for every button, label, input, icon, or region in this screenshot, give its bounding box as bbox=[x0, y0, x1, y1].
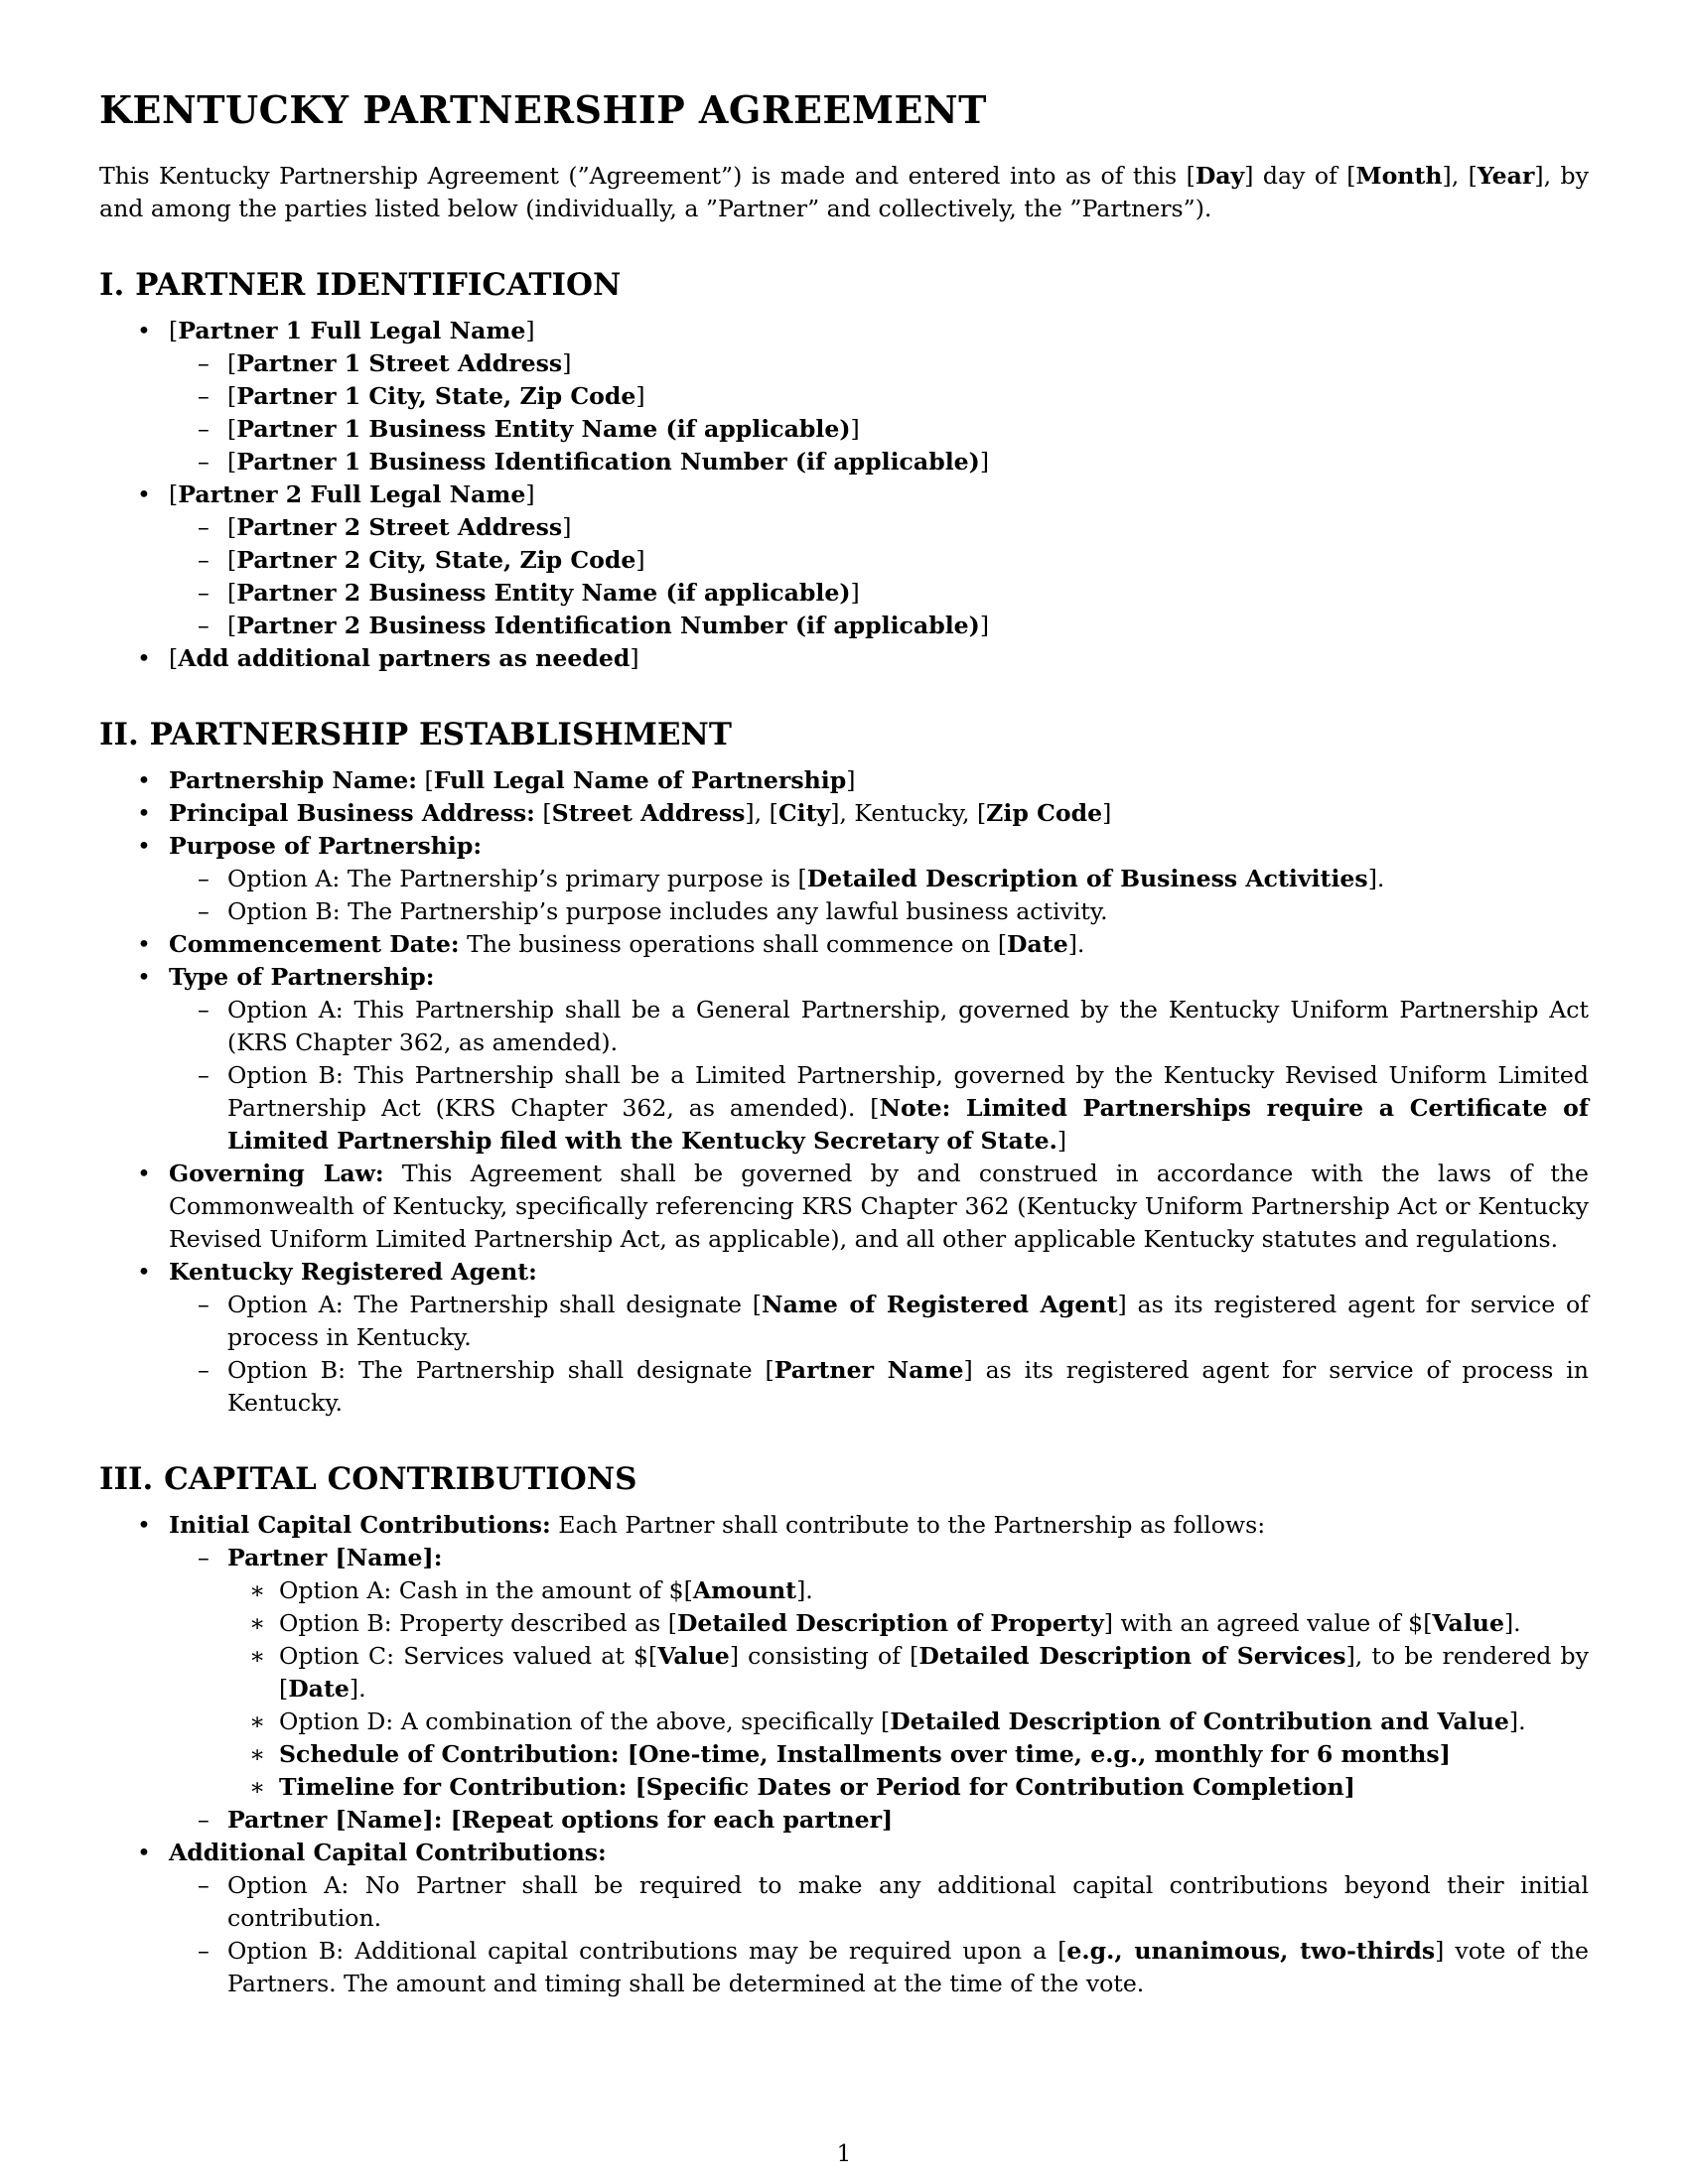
capital-list bbox=[99, 1509, 1589, 2000]
partner-list bbox=[99, 315, 1589, 675]
page-number: 1 bbox=[836, 2141, 852, 2167]
list-item: – Partner [Name]: ∗ Option A: Cash in the amount of $[Amount]. ∗ Option B: Property described as [Detailed Description of Property] with an agreed value of $[Value]. ∗ Option C: Services valued at $[Value] consisting of [Detailed Description of Services], to be rendered by [Date]. ∗ Option D: A combination of the above, specifically [Detailed Description of Contribution and Value]. ∗ Schedule of Contribution: [One-time, Installments over time, e.g., monthly for 6 months] ∗ Timeline for Contribution: [Specific Dates or Period for Contribution Completion] bbox=[99, 1542, 1589, 1804]
list-item: – Option B: The Partnership’s purpose includes any lawful business activity. bbox=[99, 895, 1589, 928]
intro-paragraph: This Kentucky Partnership Agreement (”Agreement”) is made and entered into as of this [Day] day of [Month], [Year], by and among the parties listed below (individually, a ”Partner” and collectively, the ”Partners”). bbox=[99, 162, 1589, 222]
list-item: • Governing Law: This Agreement shall be governed by and construed in accordance with the laws of the Commonwealth of Kentucky, specifically referencing KRS Chapter 362 (Kentucky Uniform Partnership Act or Kentucky Revised Uniform Limited Partnership Act, as applicable), and all other applicable Kentucky statutes and regulations. bbox=[99, 1158, 1589, 1256]
list-item: • Principal Business Address: [Street Address], [City], Kentucky, [Zip Code] bbox=[99, 797, 1589, 830]
list-item: – Option B: This Partnership shall be a Limited Partnership, governed by the Kentucky Revised Uniform Limited Partnership Act (KRS Chapter 362, as amended). [Note: Limited Partnerships require a Certificate of Limited Partnership filed with the Kentucky Secretary of State.] bbox=[99, 1059, 1589, 1158]
list-item: – Option A: No Partner shall be required to make any additional capital contributions beyond their initial contribution. bbox=[99, 1869, 1589, 1935]
list-item: – Option A: The Partnership’s primary purpose is [Detailed Description of Business Activities]. bbox=[99, 863, 1589, 895]
list-item: • Initial Capital Contributions: Each Partner shall contribute to the Partnership as follows: – Partner [Name]: ∗ Option A: Cash in the amount of $[Amount]. ∗ Option B: Property described as [Detailed Description of Property] with an agreed value of $[Value]. ∗ Option C: Services valued at $[Value] consisting of [Detailed Description of Services], to be rendered by [Date]. ∗ Option D: A combination of the above, specifically [Detailed Description of Contribution and Value]. ∗ Schedule of Contribution: [One-time, Installments over time, e.g., monthly for 6 months] ∗ Timeline for Contribution: [Specific Dates or Period for Contribution Completion] – Partner [Name]: [Repeat options for each partner] bbox=[99, 1509, 1589, 1837]
list-item: • [Partner 2 Full Legal Name] – [Partner 2 Street Address] – [Partner 2 City, State, Zip Code] – [Partner 2 Business Entity Name (if applicable)] – [Partner 2 Business Identification Number (if applicable)] bbox=[99, 478, 1589, 642]
list-item: ∗ Option C: Services valued at $[Value] consisting of [Detailed Description of Services], to be rendered by [Date]. bbox=[99, 1640, 1589, 1706]
section-heading: II. PARTNERSHIP ESTABLISHMENT bbox=[99, 717, 732, 752]
document-title: KENTUCKY PARTNERSHIP AGREEMENT bbox=[99, 87, 987, 132]
list-item: – [Partner 1 Street Address] bbox=[99, 347, 1589, 380]
list-item: • Purpose of Partnership: – Option A: The Partnership’s primary purpose is [Detailed Description of Business Activities]. – Option B: The Partnership’s purpose includes any lawful business activity. bbox=[99, 830, 1589, 928]
list-item: – [Partner 1 City, State, Zip Code] bbox=[99, 380, 1589, 413]
list-item: • Type of Partnership: – Option A: This Partnership shall be a General Partnership, governed by the Kentucky Uniform Partnership Act (KRS Chapter 362, as amended). – Option B: This Partnership shall be a Limited Partnership, governed by the Kentucky Revised Uniform Limited Partnership Act (KRS Chapter 362, as amended). [Note: Limited Partnerships require a Certificate of Limited Partnership filed with the Kentucky Secretary of State.] bbox=[99, 961, 1589, 1158]
section-heading: III. CAPITAL CONTRIBUTIONS bbox=[99, 1461, 637, 1497]
list-item: • Commencement Date: The business operations shall commence on [Date]. bbox=[99, 928, 1589, 961]
establishment-list bbox=[99, 764, 1589, 1420]
list-item: – Option A: The Partnership shall designate [Name of Registered Agent] as its registered agent for service of process in Kentucky. bbox=[99, 1289, 1589, 1354]
list-item: ∗ Option A: Cash in the amount of $[Amount]. bbox=[99, 1574, 1589, 1607]
list-item: ∗ Option B: Property described as [Detailed Description of Property] with an agreed value of $[Value]. bbox=[99, 1607, 1589, 1640]
list-item: • Partnership Name: [Full Legal Name of Partnership] bbox=[99, 764, 1589, 797]
section-heading: I. PARTNER IDENTIFICATION bbox=[99, 267, 622, 303]
list-item: – Option A: This Partnership shall be a General Partnership, governed by the Kentucky Uniform Partnership Act (KRS Chapter 362, as amended). bbox=[99, 994, 1589, 1059]
list-item: • Additional Capital Contributions: – Option A: No Partner shall be required to make any additional capital contributions beyond their initial contribution. – Option B: Additional capital contributions may be required upon a [e.g., unanimous, two-thirds] vote of the Partners. The amount and timing shall be determined at the time of the vote. bbox=[99, 1837, 1589, 2000]
list-item: – [Partner 2 City, State, Zip Code] bbox=[99, 544, 1589, 577]
list-item: • [Add additional partners as needed] bbox=[99, 642, 1589, 675]
list-item: – Option B: Additional capital contributions may be required upon a [e.g., unanimous, two-thirds] vote of the Partners. The amount and timing shall be determined at the time of the vote. bbox=[99, 1935, 1589, 2000]
list-item: • Kentucky Registered Agent: – Option A: The Partnership shall designate [Name of Registered Agent] as its registered agent for service of process in Kentucky. – Option B: The Partnership shall designate [Partner Name] as its registered agent for service of process in Kentucky. bbox=[99, 1256, 1589, 1420]
document-page bbox=[99, 87, 1589, 2000]
list-item: – Partner [Name]: [Repeat options for each partner] bbox=[99, 1804, 1589, 1837]
list-item: ∗ Timeline for Contribution: [Specific Dates or Period for Contribution Completion] bbox=[99, 1771, 1589, 1804]
list-item: – Option B: The Partnership shall designate [Partner Name] as its registered agent for service of process in Kentucky. bbox=[99, 1354, 1589, 1420]
list-item: – [Partner 1 Business Identification Number (if applicable)] bbox=[99, 446, 1589, 478]
list-item: – [Partner 2 Street Address] bbox=[99, 511, 1589, 544]
list-item: • [Partner 1 Full Legal Name] – [Partner 1 Street Address] – [Partner 1 City, State, Zip Code] – [Partner 1 Business Entity Name (if applicable)] – [Partner 1 Business Identification Number (if applicable)] bbox=[99, 315, 1589, 478]
list-item: ∗ Option D: A combination of the above, specifically [Detailed Description of Contribution and Value]. bbox=[99, 1706, 1589, 1738]
list-item: ∗ Schedule of Contribution: [One-time, Installments over time, e.g., monthly for 6 months] bbox=[99, 1738, 1589, 1771]
list-item: – [Partner 2 Business Identification Number (if applicable)] bbox=[99, 610, 1589, 642]
list-item: – [Partner 2 Business Entity Name (if applicable)] bbox=[99, 577, 1589, 610]
list-item: – [Partner 1 Business Entity Name (if applicable)] bbox=[99, 413, 1589, 446]
